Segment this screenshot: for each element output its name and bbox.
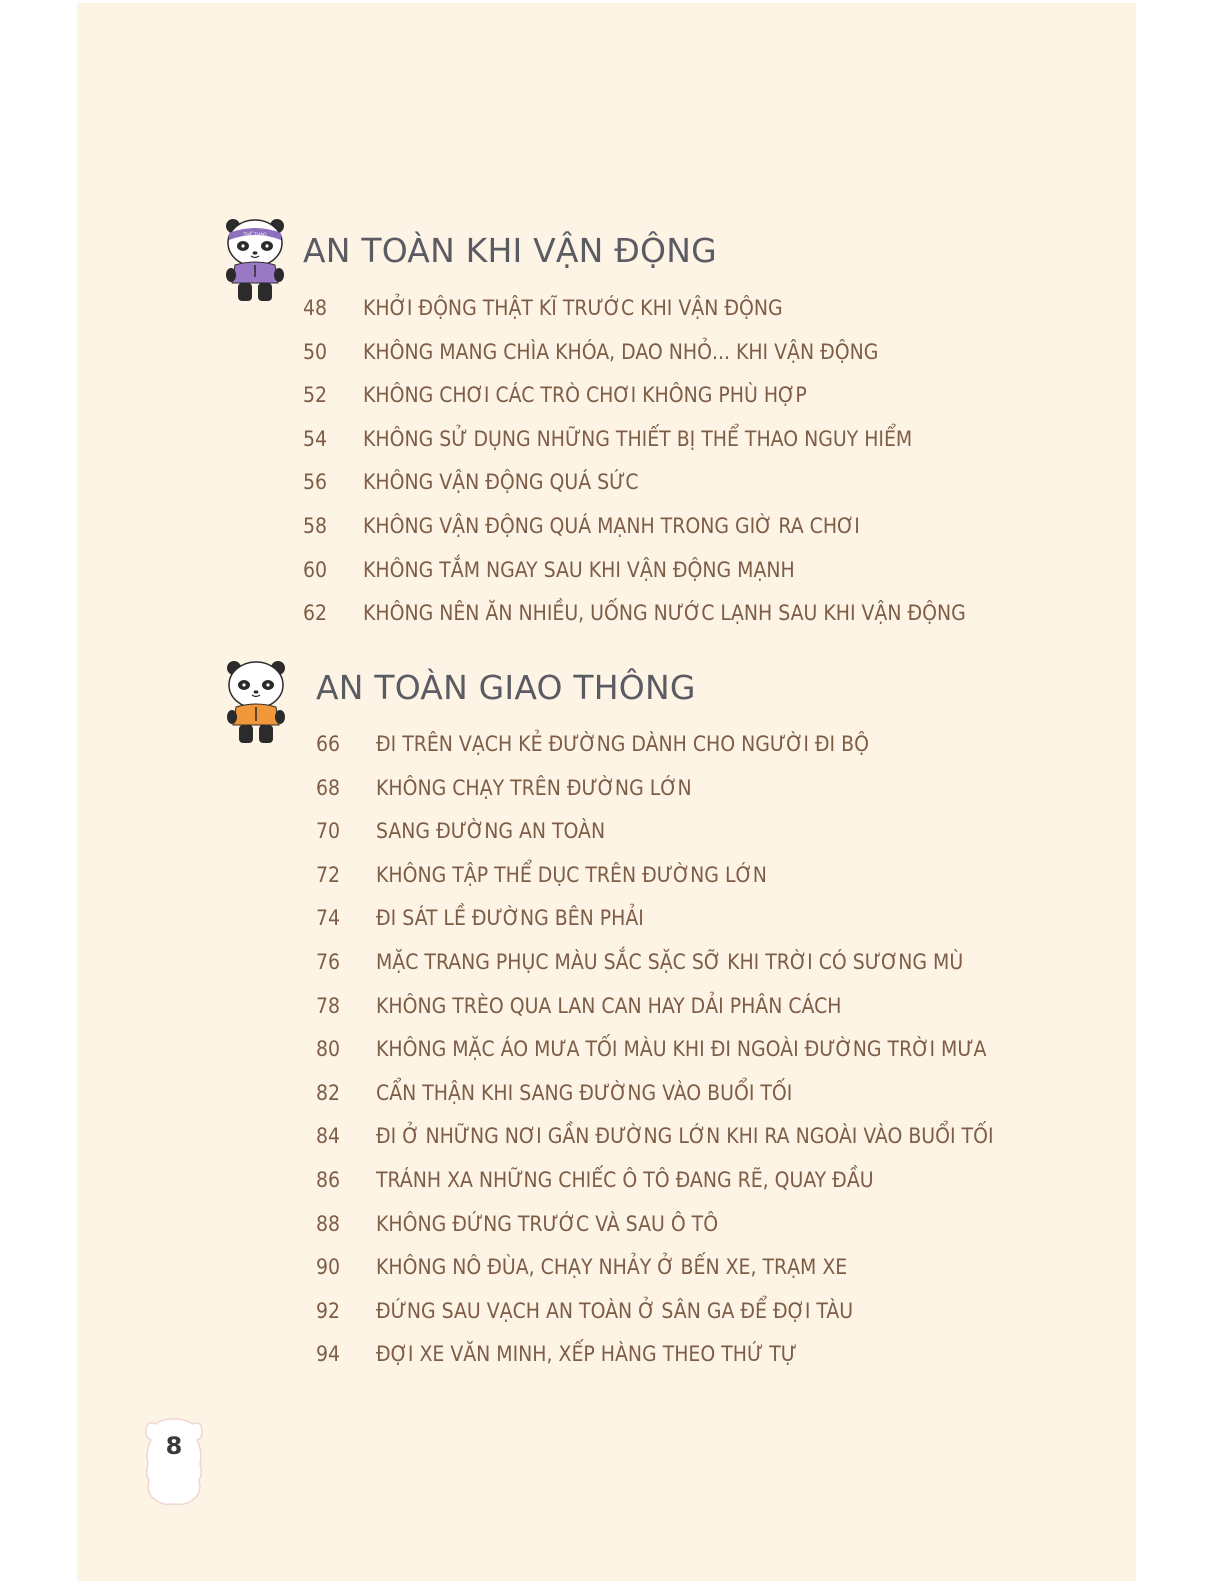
- toc-page-number: 82: [316, 1080, 341, 1105]
- toc-entry[interactable]: [316, 1252, 847, 1282]
- toc-page-number: 74: [316, 906, 341, 931]
- toc-entry-title: KHÔNG MẶC ÁO MƯA TỐI MÀU KHI ĐI NGOÀI ĐƯỜNG TRỜI MƯA: [376, 1037, 987, 1062]
- toc-entry-title: ĐỢI XE VĂN MINH, XẾP HÀNG THEO THỨ TỰ: [376, 1342, 797, 1367]
- toc-entry[interactable]: [316, 1078, 792, 1108]
- toc-page-number: 66: [316, 732, 341, 756]
- toc-entry-title: CẨN THẬN KHI SANG ĐƯỜNG VÀO BUỔI TỐI: [376, 1080, 793, 1105]
- toc-entry-title: KHÔNG VẬN ĐỘNG QUÁ MẠNH TRONG GIỜ RA CHƠI: [363, 514, 860, 538]
- toc-page-number: 60: [303, 557, 328, 582]
- toc-entry[interactable]: [316, 816, 605, 846]
- toc-entry-title: KHÔNG NÊN ĂN NHIỀU, UỐNG NƯỚC LẠNH SAU KHI VẬN ĐỘNG: [363, 601, 966, 626]
- toc-page-number: 80: [316, 1037, 341, 1062]
- toc-page-number: 88: [316, 1211, 341, 1236]
- toc-entry[interactable]: [316, 1296, 853, 1326]
- toc-page: [77, 3, 1136, 1581]
- toc-entry[interactable]: [316, 947, 963, 977]
- toc-entry-title: KHÔNG CHƠI CÁC TRÒ CHƠI KHÔNG PHÙ HỢP: [363, 383, 807, 408]
- toc-page-number: 76: [316, 950, 341, 974]
- toc-page-number: 58: [303, 514, 328, 538]
- toc-entry-title: MẶC TRANG PHỤC MÀU SẮC SẶC SỠ KHI TRỜI CÓ SƯƠNG MÙ: [376, 950, 964, 974]
- toc-page-number: 62: [303, 601, 328, 626]
- toc-page-number: 52: [303, 383, 328, 408]
- toc-entry-title: KHÔNG ĐỨNG TRƯỚC VÀ SAU Ô TÔ: [376, 1211, 719, 1236]
- toc-page-number: 48: [303, 296, 328, 320]
- toc-entry-title: ĐỨNG SAU VẠCH AN TOÀN Ở SÂN GA ĐỂ ĐỢI TÀU: [376, 1298, 854, 1323]
- toc-page-number: 92: [316, 1298, 341, 1323]
- toc-page-number: 94: [316, 1342, 341, 1367]
- toc-entry-title: KHÔNG TẮM NGAY SAU KHI VẬN ĐỘNG MẠNH: [363, 557, 795, 582]
- page-number-badge: [143, 1418, 205, 1506]
- toc-page-number: 68: [316, 775, 341, 800]
- toc-entry[interactable]: [316, 991, 842, 1021]
- toc-page-number: 56: [303, 470, 328, 495]
- toc-page-number: 78: [316, 993, 341, 1018]
- toc-entry[interactable]: [316, 1209, 718, 1239]
- toc-page-number: 84: [316, 1124, 341, 1149]
- toc-entry[interactable]: [316, 1339, 797, 1369]
- toc-entry-title: ĐI SÁT LỀ ĐƯỜNG BÊN PHẢI: [376, 906, 644, 931]
- toc-page-number: 70: [316, 819, 341, 844]
- section-title-traffic: AN TOÀN GIAO THÔNG: [316, 668, 696, 707]
- toc-entry-title: TRÁNH XA NHỮNG CHIẾC Ô TÔ ĐANG RẼ, QUAY ĐẦU: [376, 1168, 874, 1192]
- toc-page-number: 54: [303, 426, 328, 451]
- toc-page-number: 86: [316, 1168, 341, 1192]
- toc-page-number: 72: [316, 862, 341, 887]
- toc-entry-title: KHÔNG SỬ DỤNG NHỮNG THIẾT BỊ THỂ THAO NGUY HIỂM: [363, 426, 913, 451]
- toc-entry[interactable]: [316, 1121, 994, 1151]
- toc-entry-title: KHÔNG CHẠY TRÊN ĐƯỜNG LỚN: [376, 775, 692, 800]
- toc-entry-title: SANG ĐƯỜNG AN TOÀN: [376, 819, 606, 844]
- toc-entry-title: KHỞI ĐỘNG THẬT KĨ TRƯỚC KHI VẬN ĐỘNG: [363, 296, 783, 320]
- page-number: 8: [165, 1432, 183, 1460]
- panda-traffic-mascot-icon: [223, 655, 289, 747]
- toc-entry-title: ĐI Ở NHỮNG NƠI GẦN ĐƯỜNG LỚN KHI RA NGOÀI VÀO BUỔI TỐI: [376, 1124, 994, 1149]
- section-title-sports: AN TOÀN KHI VẬN ĐỘNG: [303, 231, 717, 270]
- toc-entry-title: KHÔNG VẬN ĐỘNG QUÁ SỨC: [363, 470, 639, 495]
- toc-entry-title: KHÔNG TẬP THỂ DỤC TRÊN ĐƯỜNG LỚN: [376, 862, 767, 887]
- toc-entry[interactable]: [316, 860, 767, 890]
- headband-text: THỂ THAO: [243, 233, 267, 238]
- toc-entry[interactable]: [316, 1034, 986, 1064]
- toc-entry[interactable]: [316, 729, 869, 759]
- toc-entry[interactable]: [316, 1165, 874, 1195]
- toc-section-traffic: [77, 3, 1136, 1403]
- toc-entry-title: KHÔNG NÔ ĐÙA, CHẠY NHẢY Ở BẾN XE, TRẠM XE: [376, 1255, 848, 1280]
- toc-page-number: 90: [316, 1255, 341, 1280]
- toc-entry[interactable]: [316, 773, 692, 803]
- toc-entry[interactable]: [316, 903, 644, 933]
- toc-entry-title: KHÔNG MANG CHÌA KHÓA, DAO NHỎ... KHI VẬN ĐỘNG: [363, 339, 879, 364]
- toc-entry-title: ĐI TRÊN VẠCH KẺ ĐƯỜNG DÀNH CHO NGƯỜI ĐI BỘ: [376, 732, 869, 756]
- toc-page-number: 50: [303, 339, 328, 364]
- toc-entry-title: KHÔNG TRÈO QUA LAN CAN HAY DẢI PHÂN CÁCH: [376, 993, 842, 1018]
